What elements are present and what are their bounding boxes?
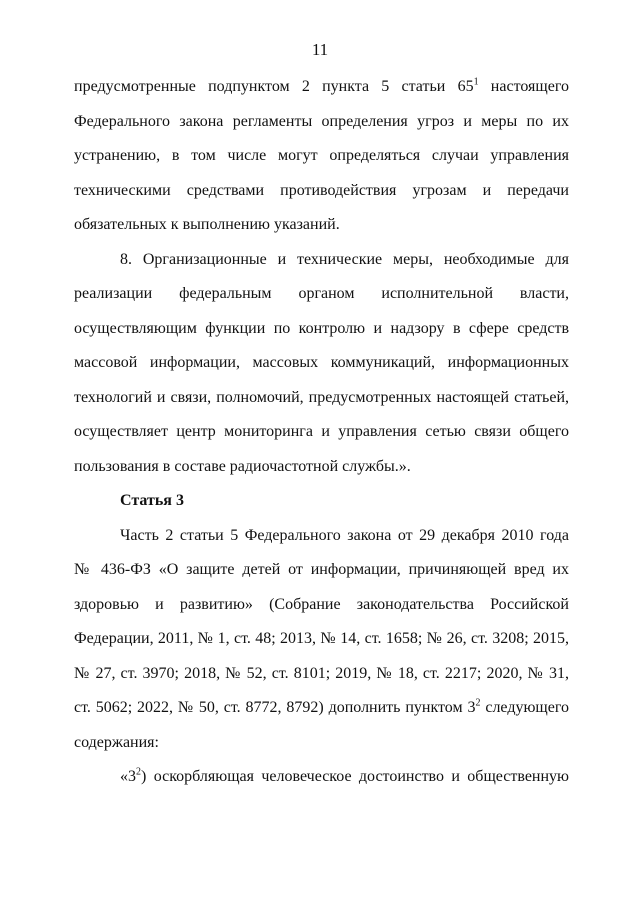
text-span: настоящего <box>478 78 569 95</box>
text-line: массовой информации, массовых коммуникаций, информационных <box>74 354 569 371</box>
text-span: следующего <box>480 699 570 716</box>
text-line: обязательных к выполнению указаний. <box>74 216 340 233</box>
text-line <box>74 691 569 726</box>
text-line <box>74 70 569 105</box>
article-heading: Статья 3 <box>120 492 184 509</box>
superscript: 2 <box>136 766 141 778</box>
text-span: «3 <box>120 768 136 785</box>
text-line: 8. Организационные и технические меры, необходимые для <box>120 250 569 268</box>
text-line: реализации федеральным органом исполнительной власти, <box>74 285 569 302</box>
document-body <box>74 70 569 795</box>
text-line <box>74 760 569 795</box>
text-line: осуществляет центр мониторинга и управления сетью связи общего <box>74 423 569 440</box>
superscript: 2 <box>475 697 481 709</box>
text-line: содержания: <box>74 733 159 751</box>
text-line: № 436-ФЗ «О защите детей от информации, причиняющей вред их <box>74 561 569 578</box>
text-line: устранению, в том числе могут определяться случаи управления <box>74 147 569 164</box>
text-line: здоровью и развитию» (Собрание законодательства Российской <box>74 595 569 613</box>
text-span: ст. 5062; 2022, № 50, ст. 8772, 8792) дополнить пунктом 3 <box>74 699 476 716</box>
text-line: технологий и связи, полномочий, предусмотренных настоящей статьей, <box>74 388 569 406</box>
text-line: Часть 2 статьи 5 Федерального закона от 29 декабря 2010 года <box>120 526 569 544</box>
text-line: № 27, ст. 3970; 2018, № 52, ст. 8101; 2019, № 18, ст. 2217; 2020, № 31, <box>74 664 569 682</box>
text-line: осуществляющим функции по контролю и надзору в сфере средств <box>74 319 569 337</box>
text-line: Федерального закона регламенты определения угроз и меры по их <box>74 112 569 130</box>
text-line: пользования в составе радиочастотной службы.». <box>74 457 411 475</box>
text-line: Федерации, 2011, № 1, ст. 48; 2013, № 14, ст. 1658; № 26, ст. 3208; 2015, <box>74 630 569 647</box>
text-line: техническими средствами противодействия угрозам и передачи <box>74 181 569 199</box>
text-span: предусмотренные подпунктом 2 пункта 5 статьи 65 <box>74 78 474 95</box>
page-number: 11 <box>311 40 329 59</box>
superscript: 1 <box>473 76 479 88</box>
text-span: ) оскорбляющая человеческое достоинство и общественную <box>141 768 569 785</box>
